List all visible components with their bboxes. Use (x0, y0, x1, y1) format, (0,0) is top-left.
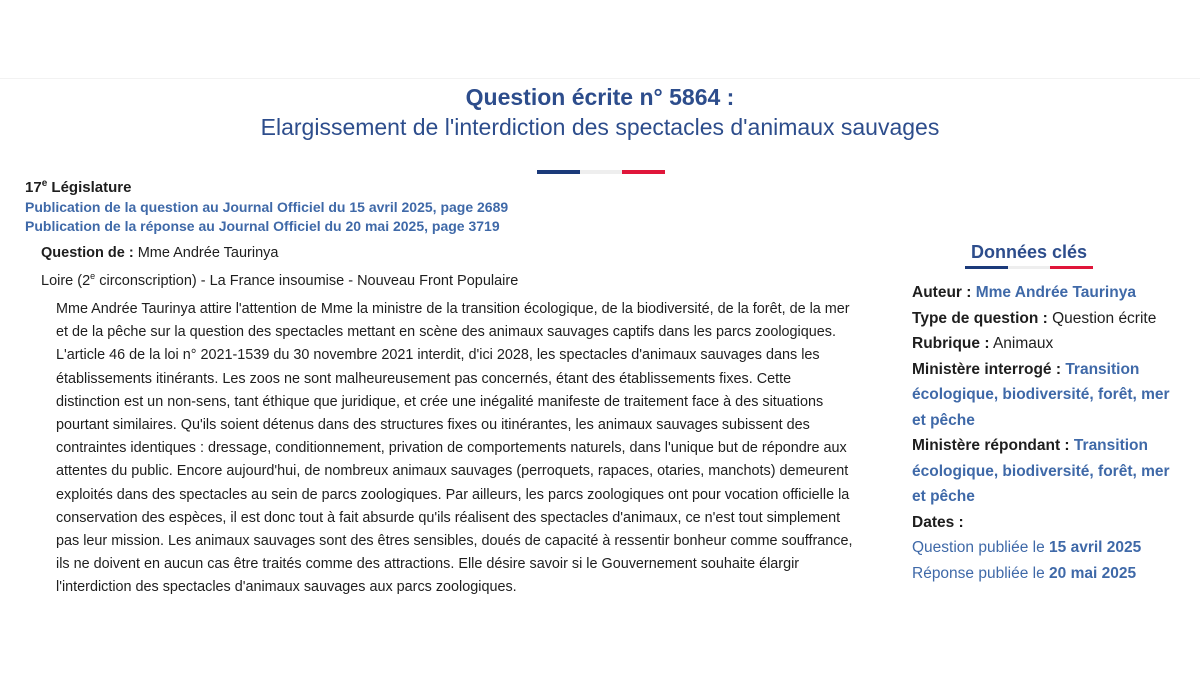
ministere-repondant-link[interactable]: Transition écologique, biodiversité, forêt, mer et pêche (912, 437, 1170, 505)
sidebar-rubrique: Rubrique : Animaux (912, 335, 1054, 352)
sidebar-reponse-date: Réponse publiée le 20 mai 2025 (912, 564, 1137, 582)
auteur-link[interactable]: Mme Andrée Taurinya (975, 284, 1136, 301)
publication-question-link[interactable]: Publication de la question au Journal Officiel du 15 avril 2025, page 2689 (25, 199, 509, 215)
key-data-sidebar (912, 238, 1182, 586)
legislature-title: 17e Législature (25, 178, 132, 196)
circonscription: Loire (2e circonscription) - La France insoumise - Nouveau Front Populaire (41, 271, 519, 289)
publication-reponse-link[interactable]: Publication de la réponse au Journal Officiel du 20 mai 2025, page 3719 (25, 218, 500, 234)
sidebar-auteur: Auteur : Mme Andrée Taurinya (912, 284, 1136, 301)
ministere-interroge-link[interactable]: Transition écologique, biodiversité, forêt, mer et pêche (912, 360, 1170, 429)
question-de-label: Question de : (41, 245, 134, 261)
question-title: Question écrite n° 5864 : (465, 84, 735, 110)
question-text: Mme Andrée Taurinya attire l'attention de Mme la ministre de la transition écologique, de la biodiversité, de la forêt, de la mer et de la pêche sur la question des spectacles mettant en scène des animaux sauvages captifs dans les parcs zoologiques. L'article 46 de la loi n° 2021-1539 du 30 novembre 2021 interdit, d'ici 2028, les spectacles d'animaux sauvages dans les établissements itinérants. Les zoos ne sont malheureusement pas concernés, étant des établissements fixes. Cette distinction est un non-sens, tant éthique que juridique, et crée une inégalité manifeste de traitement face à des situations pourtant similaires. Qu'ils soient détenus dans des structures fixes ou itinérantes, les animaux sauvages subissent des contraintes identiques : dressage, conditionnement, privation de comportements naturels, dans l'unique but de répondre aux attentes du public. Encore aujourd'hui, de nombreux animaux sauvages (perroquets, rapaces, otaries, manchots) demeurent exploités dans des spectacles au sein de parcs zoologiques. Par ailleurs, les parcs zoologiques ont pour vocation officielle la conservation des espèces, il est donc tout à fait absurde qu'ils réalisent des spectacles d'animaux, ce n'est tout simplement pas leur mission. Les animaux sauvages sont des êtres sensibles, doués de capacité à ressentir bonheur comme souffrance, ils ne doivent en aucun cas être traités comme des attractions. Elle désire savoir si le Gouvernement souhaite élargir l'interdiction des spectacles d'animaux sauvages aux parcs zoologiques. (56, 301, 853, 596)
sidebar-tricolor (965, 266, 1093, 269)
legislature-block (25, 174, 725, 236)
sidebar-dates-label: Dates : (912, 513, 964, 531)
sidebar-ministere-interroge: Ministère interrogé : Transition écologique, biodiversité, forêt, mer et pêche (912, 360, 1170, 429)
question-subtitle: Elargissement de l'interdiction des spectacles d'animaux sauvages (260, 114, 940, 140)
sidebar-question-date: Question publiée le 15 avril 2025 (912, 539, 1142, 556)
page-header (0, 82, 1200, 142)
top-band (0, 0, 1200, 79)
sidebar-type: Type de question : Question écrite (912, 309, 1157, 327)
question-author: Mme Andrée Taurinya (137, 245, 279, 261)
sidebar-title: Données clés (970, 242, 1088, 262)
sidebar-ministere-repondant: Ministère répondant : Transition écologique, biodiversité, forêt, mer et pêche (912, 437, 1170, 505)
question-author-block (41, 242, 841, 293)
